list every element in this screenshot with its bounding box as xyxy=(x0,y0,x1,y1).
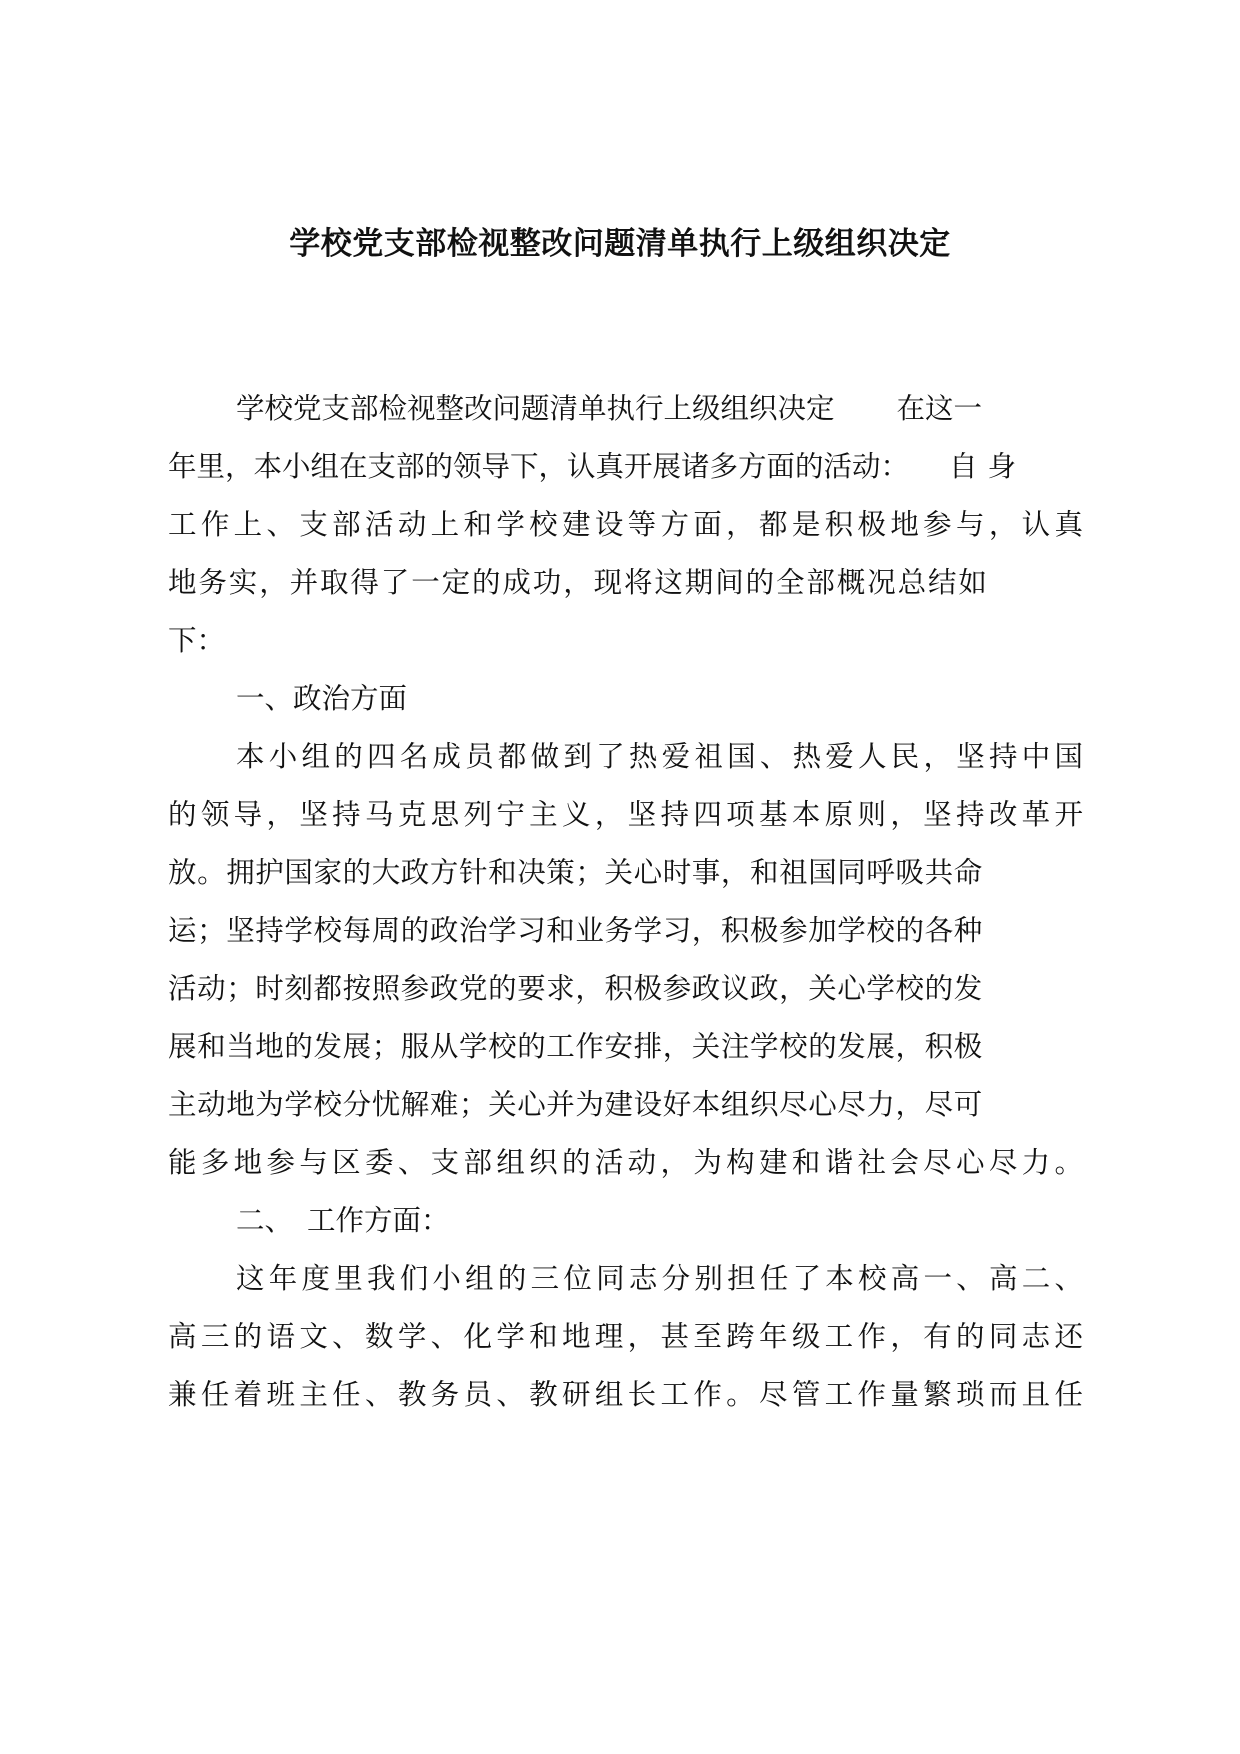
paragraph-line: 的领导，坚持马克思列宁主义，坚持四项基本原则，坚持改革开 xyxy=(168,798,1083,831)
line-text: 年里，本小组在支部的领导下，认真开展诸多方面的活动： xyxy=(168,450,910,483)
paragraph-line: 主动地为学校分忧解难；关心并为建设好本组织尽心尽力，尽可 xyxy=(168,1088,983,1121)
paragraph-line: 本小组的四名成员都做到了热爱祖国、热爱人民，坚持中国 xyxy=(236,740,1083,773)
section-number: 二、 xyxy=(236,1204,294,1237)
paragraph-line: 这年度里我们小组的三位同志分别担任了本校高一、高二、 xyxy=(236,1262,1083,1295)
paragraph-line: 兼任着班主任、教务员、教研组长工作。尽管工作量繁琐而且任 xyxy=(168,1378,1083,1411)
section-heading xyxy=(236,1192,1083,1250)
section-title: 工作方面： xyxy=(307,1204,450,1237)
paragraph-line: 工作上、支部活动上和学校建设等方面，都是积极地参与，认真 xyxy=(168,508,1083,541)
line-text: 在这一 xyxy=(896,392,983,425)
document-title: 学校党支部检视整改问题清单执行上级组织决定 xyxy=(289,226,951,262)
paragraph-line xyxy=(236,380,1083,438)
paragraph-line: 运；坚持学校每周的政治学习和业务学习，积极参加学校的各种 xyxy=(168,914,983,947)
paragraph-line: 高三的语文、数学、化学和地理，甚至跨年级工作，有的同志还 xyxy=(168,1320,1083,1353)
paragraph-line: 地务实，并取得了一定的成功，现将这期间的全部概况总结如 xyxy=(168,566,989,599)
paragraph-line: 能多地参与区委、支部组织的活动，为构建和谐社会尽心尽力。 xyxy=(168,1146,1083,1179)
paragraph-line: 活动；时刻都按照参政党的要求，积极参政议政，关心学校的发 xyxy=(168,972,983,1005)
paragraph-line: 下： xyxy=(168,624,226,657)
paragraph-line xyxy=(168,438,1083,496)
line-text: 学校党支部检视整改问题清单执行上级组织决定 xyxy=(236,392,835,425)
paragraph-line: 展和当地的发展；服从学校的工作安排，关注学校的发展，积极 xyxy=(168,1030,983,1063)
line-text: 自身 xyxy=(949,450,1027,483)
paragraph-line: 放。拥护国家的大政方针和决策；关心时事，和祖国同呼吸共命 xyxy=(168,856,983,889)
section-heading: 一、政治方面 xyxy=(236,682,408,715)
